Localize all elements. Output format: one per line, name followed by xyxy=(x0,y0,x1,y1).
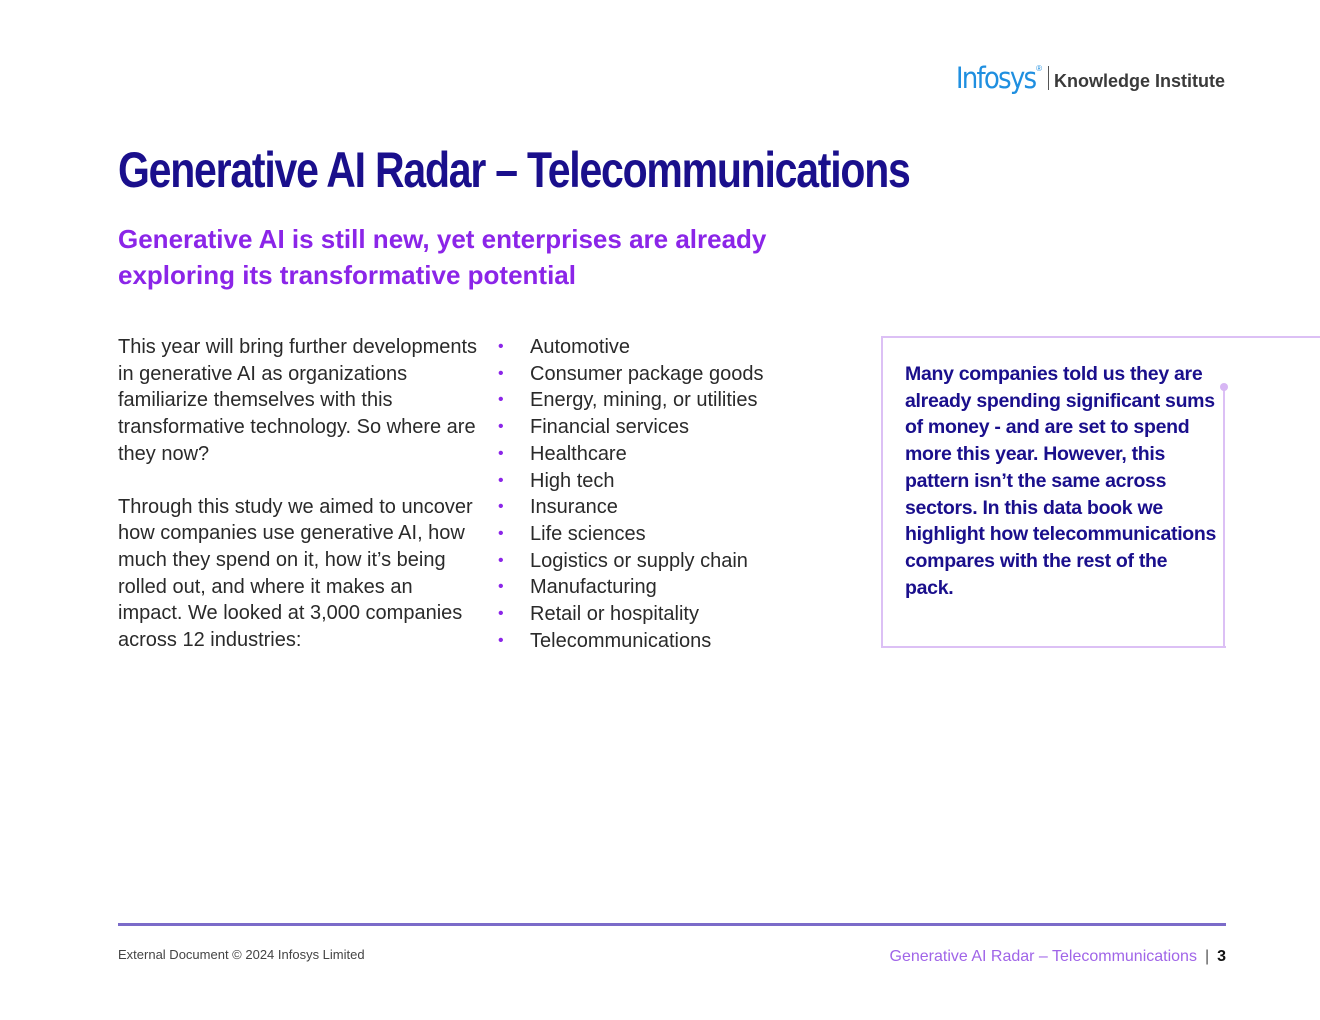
bullet-icon: • xyxy=(498,551,504,569)
industry-label: Telecommunications xyxy=(530,629,712,652)
industry-label: Energy, mining, or utilities xyxy=(530,389,758,412)
page-number: 3 xyxy=(1217,948,1226,965)
footer-copyright: External Document © 2024 Infosys Limited xyxy=(118,947,365,962)
industry-label: Automotive xyxy=(530,336,631,358)
bullet-icon: • xyxy=(498,364,504,382)
registered-mark: ® xyxy=(1036,64,1042,73)
intro-text xyxy=(118,334,478,680)
industry-label: Manufacturing xyxy=(530,576,657,599)
callout-dot-icon xyxy=(1220,383,1228,391)
page-title: Generative AI Radar – Telecommunications xyxy=(118,142,910,198)
bullet-icon: • xyxy=(498,498,504,516)
intro-paragraph-2: Through this study we aimed to uncover how companies use generative AI, how much they spend on it, how it’s being rolled out, and where it makes an impact. We looked at 3,000 companies across 12 industries: xyxy=(118,495,473,652)
list-item xyxy=(498,387,763,414)
bullet-icon: • xyxy=(498,631,504,649)
industry-label: Insurance xyxy=(530,496,618,519)
bullet-icon: • xyxy=(498,444,504,462)
footer-divider xyxy=(118,923,1226,926)
footer-separator: | xyxy=(1204,948,1210,965)
callout-border-right xyxy=(1223,388,1225,646)
list-item xyxy=(498,601,763,628)
list-item xyxy=(498,628,763,655)
callout-text: Many companies told us they are already spending significant sums of money - and are set to spend more this year. However, this pattern isn’t the same across sectors. In this data book we highlight how telecommunications compares with the rest of the pack. xyxy=(905,363,1217,599)
list-item xyxy=(498,521,763,548)
footer-document-title: Generative AI Radar – Telecommunications xyxy=(889,948,1197,965)
callout-border-top xyxy=(1224,336,1320,338)
footer-page-info xyxy=(890,946,1226,968)
industry-label: Healthcare xyxy=(530,442,627,465)
infosys-knowledge-institute-logo xyxy=(947,62,1225,94)
list-item xyxy=(498,548,763,575)
industry-label: High tech xyxy=(530,469,615,492)
industry-label: Financial services xyxy=(530,416,689,439)
list-item xyxy=(498,361,763,388)
bullet-icon: • xyxy=(498,338,504,355)
list-item xyxy=(498,468,763,495)
list-item xyxy=(498,334,763,361)
bullet-icon: • xyxy=(498,391,504,409)
bullet-icon: • xyxy=(498,605,504,623)
bullet-icon: • xyxy=(498,418,504,436)
page-subtitle: Generative AI is still new, yet enterprises are already exploring its transformative potential xyxy=(118,224,767,290)
industry-label: Retail or hospitality xyxy=(530,603,699,626)
list-item xyxy=(498,574,763,601)
logo-mark: Infosys xyxy=(955,61,1036,95)
industry-label: Logistics or supply chain xyxy=(530,549,748,572)
bullet-icon: • xyxy=(498,524,504,542)
list-item xyxy=(498,494,763,521)
industries-list xyxy=(498,334,763,654)
logo-text: Knowledge Institute xyxy=(1054,71,1225,91)
intro-paragraph-1: This year will bring further developments in generative AI as organizations familiarize themselves with this transformative technology. So where are they now? xyxy=(118,336,478,465)
logo-divider xyxy=(1048,66,1049,90)
industry-label: Consumer package goods xyxy=(530,362,764,385)
bullet-icon: • xyxy=(498,471,504,489)
industry-label: Life sciences xyxy=(530,522,646,545)
list-item xyxy=(498,441,763,468)
bullet-icon: • xyxy=(498,578,504,596)
list-item xyxy=(498,414,763,441)
